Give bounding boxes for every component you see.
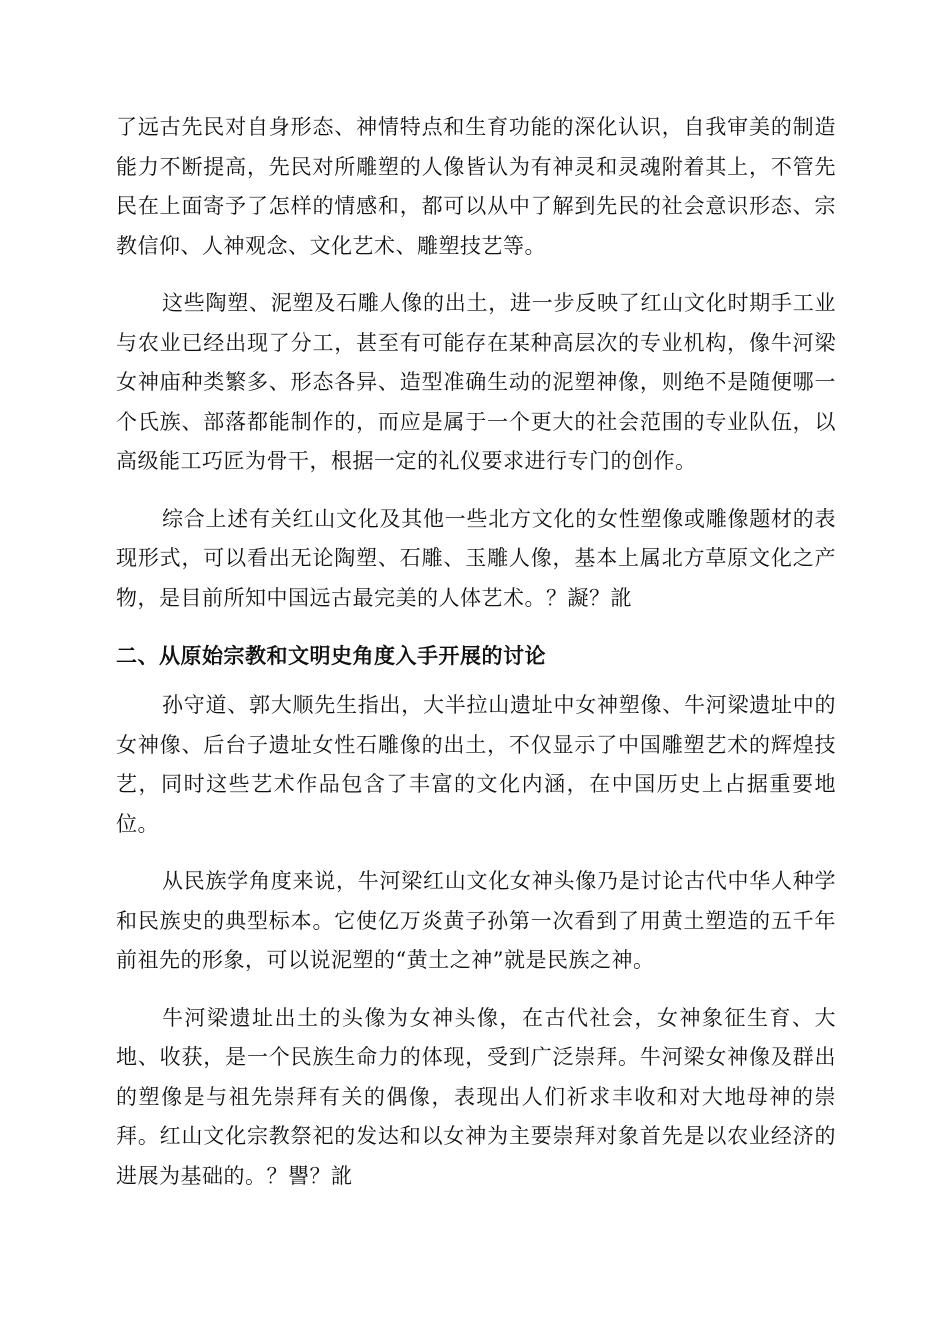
paragraph-summary: 综合上述有关红山文化及其他一些北方文化的女性塑像或雕像题材的表现形式，可以看出无论陶塑、石雕、玉雕人像，基本上属北方草原文化之产物，是目前所知中国远古最完美的人体艺术。？譺？訛 <box>116 506 836 610</box>
paragraph-sun-guo: 孙守道、郭大顺先生指出，大半拉山遗址中女神塑像、牛河梁遗址中的女神像、后台子遗址女性石雕像的出土，不仅显示了中国雕塑艺术的辉煌技艺，同时这些艺术作品包含了丰富的文化内涵，在中国历史上占据重要地位。 <box>116 693 836 836</box>
paragraph-continuation: 了远古先民对自身形态、神情特点和生育功能的深化认识，自我审美的制造能力不断提高，先民对所雕塑的人像皆认为有神灵和灵魂附着其上，不管先民在上面寄予了怎样的情感和，都可以从中了解到先民的社会意识形态、宗教信仰、人神观念、文化艺术、雕塑技艺等。 <box>116 115 836 258</box>
document-body <box>116 108 836 1214</box>
paragraph-goddess-worship: 牛河梁遗址出土的头像为女神头像，在古代社会，女神象征生育、大地、收获，是一个民族生命力的体现，受到广泛崇拜。牛河梁女神像及群出的塑像是与祖先崇拜有关的偶像，表现出人们祈求丰收和对大地母神的崇拜。红山文化宗教祭祀的发达和以女神为主要崇拜对象首先是以农业经济的进展为基础的。？譻？訛 <box>116 1005 836 1188</box>
paragraph-division-of-labor: 这些陶塑、泥塑及石雕人像的出土，进一步反映了红山文化时期手工业与农业已经出现了分工，甚至有可能存在某种高层次的专业机构，像牛河梁女神庙种类繁多、形态各异、造型准确生动的泥塑神像，则绝不是随便哪一个氏族、部落都能制作的，而应是属于一个更大的社会范围的专业队伍，以高级能工巧匠为骨干，根据一定的礼仪要求进行专门的创作。 <box>116 291 836 473</box>
paragraph-ethnology: 从民族学角度来说，牛河梁红山文化女神头像乃是讨论古代中华人种学和民族史的典型标本。它使亿万炎黄子孙第一次看到了用黄土塑造的五千年前祖先的形象，可以说泥塑的“黄土之神”就是民族之神。 <box>116 869 836 972</box>
section-heading: 二、从原始宗教和文明史角度入手开展的讨论 <box>116 644 546 668</box>
